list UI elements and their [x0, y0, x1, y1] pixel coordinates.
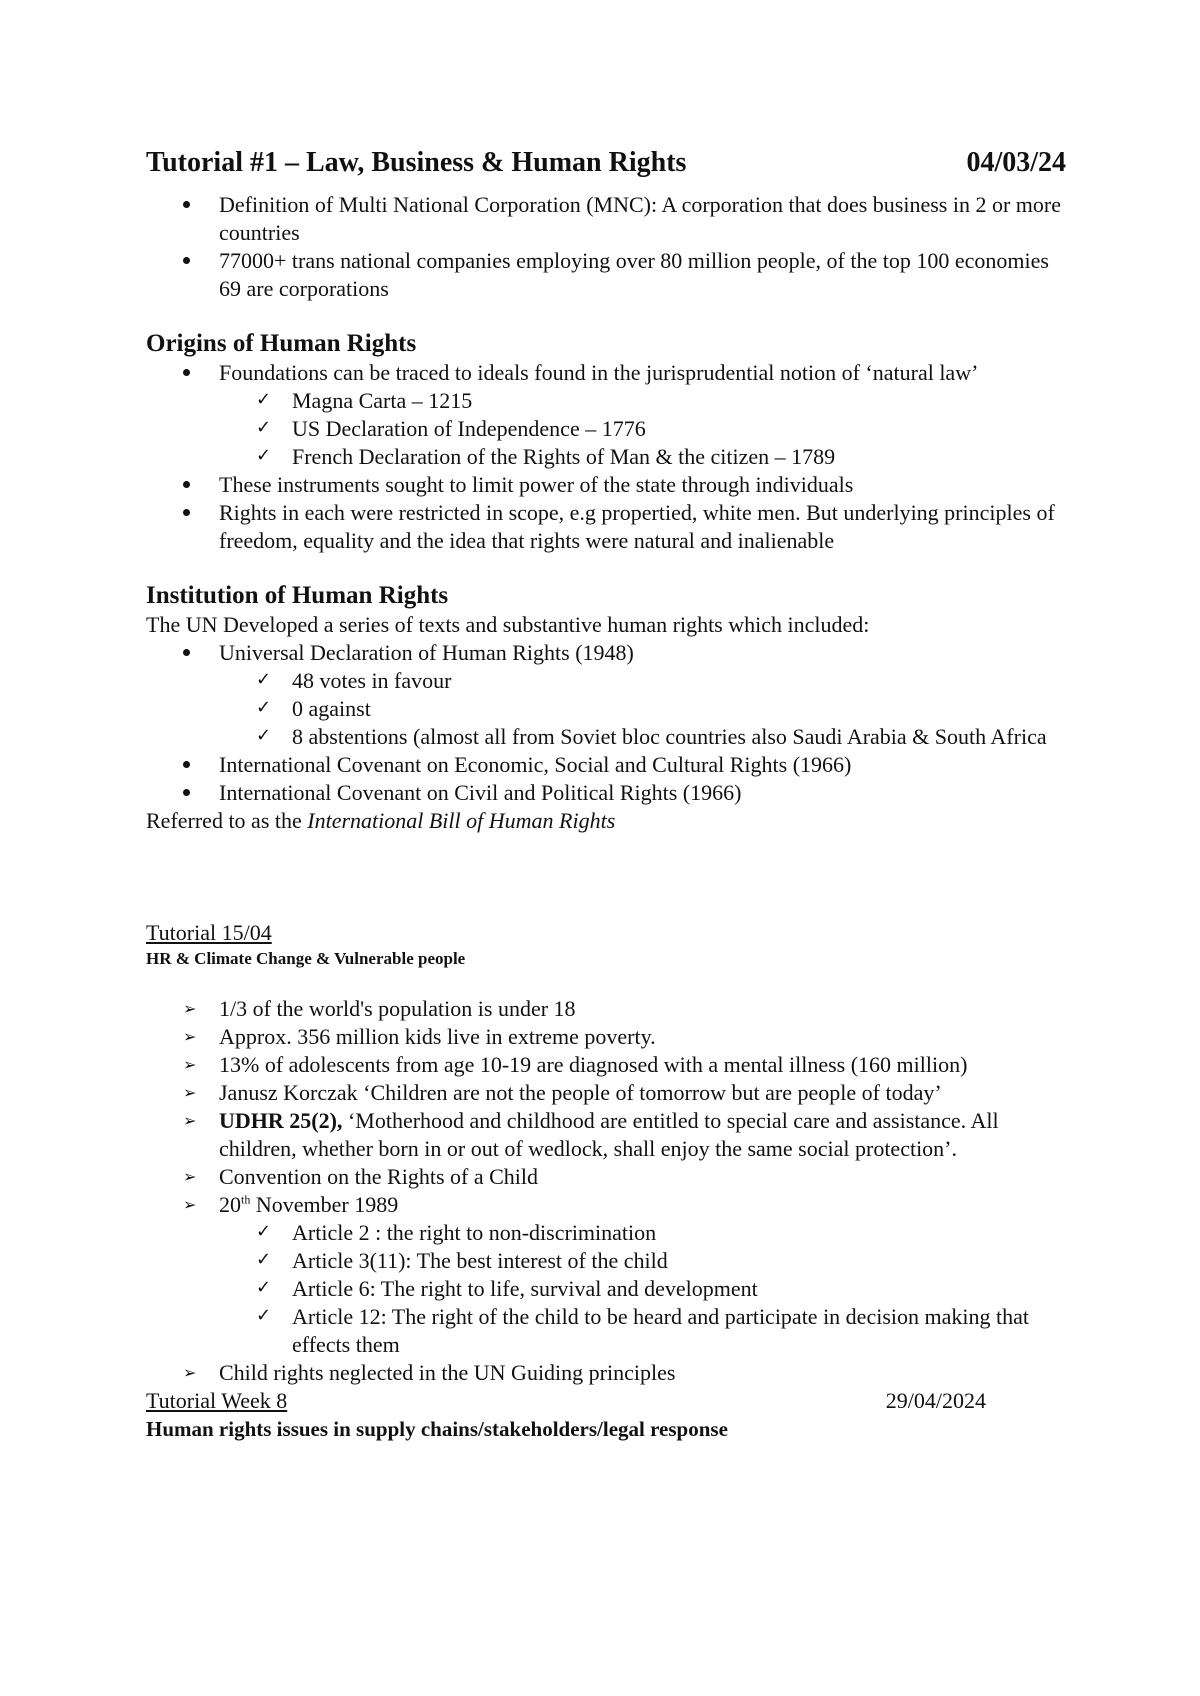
referred-note: Referred to as the International Bill of Human Rights: [146, 808, 616, 833]
checkmark-icon: ✓: [256, 417, 272, 438]
arrow-bullet-icon: ➢: [183, 1195, 197, 1214]
spacer: [146, 835, 1066, 919]
bullet-icon: [183, 191, 190, 208]
checkmark-icon: ✓: [256, 1249, 272, 1270]
section-heading-origins: Origins of Human Rights: [146, 330, 417, 357]
list-item: ➢ 20th November 1989: [183, 1192, 399, 1217]
title-date: 04/03/24: [966, 147, 1066, 178]
list-item: International Covenant on Civil and Political Rights (1966): [146, 779, 1066, 807]
bullet-icon: [183, 471, 190, 488]
document-content: [146, 146, 1066, 1443]
list-item: Definition of Multi National Corporation (MNC): A corporation that does business in 2 or more countries: [146, 191, 1066, 247]
checkmark-icon: ✓: [256, 1277, 272, 1298]
list-item: ➢ Convention on the Rights of a Child: [183, 1164, 538, 1189]
bullet-icon: [183, 359, 190, 376]
checkmark-icon: ✓: [256, 445, 272, 466]
bullet-icon: [183, 779, 190, 796]
bullet-icon: [183, 639, 190, 656]
list-item: ➢ Approx. 356 million kids live in extreme poverty.: [183, 1024, 656, 1049]
list-item: ➢ UDHR 25(2), ‘Motherhood and childhood are entitled to special care and assistance. All children, whether born in or out of wedlock, shall enjoy the same social protection’.: [183, 1108, 999, 1161]
list-item: ➢ 13% of adolescents from age 10-19 are diagnosed with a mental illness (160 million): [183, 1052, 968, 1077]
list-item: ✓ French Declaration of the Rights of Man & the citizen – 1789: [256, 444, 836, 469]
tutorial-3-date: 29/04/2024: [885, 1388, 986, 1413]
origins-list: [146, 359, 1066, 555]
spacer: [146, 971, 1066, 995]
intro-list: [146, 191, 1066, 303]
tutorial-3-row: [146, 1387, 986, 1415]
bill-title: International Bill of Human Rights: [307, 808, 616, 833]
arrow-bullet-icon: ➢: [183, 1167, 197, 1186]
list-item: International Covenant on Economic, Social and Cultural Rights (1966): [146, 751, 1066, 779]
list-item: Universal Declaration of Human Rights (1948): [146, 639, 1066, 667]
list-item: ✓ 8 abstentions (almost all from Soviet bloc countries also Saudi Arabia & South Africa: [256, 724, 1047, 749]
checkmark-icon: ✓: [256, 1221, 272, 1242]
arrow-bullet-icon: ➢: [183, 1083, 197, 1102]
tutorial-3-subtitle: Human rights issues in supply chains/stakeholders/legal response: [146, 1417, 728, 1441]
list-item: ✓ Article 12: The right of the child to be heard and participate in decision making that effects them: [256, 1304, 1029, 1357]
bullet-icon: [183, 751, 190, 768]
list-item: ✓ US Declaration of Independence – 1776: [256, 416, 646, 441]
list-item: ✓ 0 against: [256, 696, 371, 721]
checkmark-icon: ✓: [256, 669, 272, 690]
list-item: Rights in each were restricted in scope, e.g propertied, white men. But underlying principles of freedom, equality and the idea that rights were natural and inalienable: [146, 499, 1066, 555]
list-item: ✓ Article 6: The right to life, survival and development: [256, 1276, 758, 1301]
list-item: ✓ Magna Carta – 1215: [256, 388, 473, 413]
checkmark-icon: ✓: [256, 697, 272, 718]
bullet-icon: [183, 247, 190, 264]
checkmark-icon: ✓: [256, 389, 272, 410]
list-item: ✓ Article 2 : the right to non-discrimination: [256, 1220, 657, 1245]
tutorial-3-label: Tutorial Week 8: [146, 1388, 288, 1413]
arrow-bullet-icon: ➢: [183, 1111, 197, 1130]
checkmark-icon: ✓: [256, 1305, 272, 1326]
list-item: ➢ Child rights neglected in the UN Guiding principles: [183, 1360, 676, 1385]
bullet-icon: [183, 499, 190, 516]
tutorial-2-subtitle: HR & Climate Change & Vulnerable people: [146, 949, 466, 968]
list-item: Foundations can be traced to ideals found in the jurisprudential notion of ‘natural law’: [146, 359, 1066, 387]
arrow-bullet-icon: ➢: [183, 1027, 197, 1046]
arrow-bullet-icon: ➢: [183, 1055, 197, 1074]
checkmark-icon: ✓: [256, 725, 272, 746]
arrow-bullet-icon: ➢: [183, 999, 197, 1018]
list-item: ✓ Article 3(11): The best interest of the child: [256, 1248, 668, 1273]
arrow-bullet-icon: ➢: [183, 1363, 197, 1382]
institution-list: [146, 639, 1066, 807]
institution-intro: The UN Developed a series of texts and substantive human rights which included:: [146, 612, 870, 637]
section-heading-institution: Institution of Human Rights: [146, 582, 449, 609]
page-title: Tutorial #1 – Law, Business & Human Rights: [146, 147, 687, 178]
tutorial-2-list: [146, 995, 1066, 1387]
list-item: ➢ Janusz Korczak ‘Children are not the people of tomorrow but are people of today’: [183, 1080, 942, 1105]
title-row: [146, 146, 1066, 180]
list-item: These instruments sought to limit power of the state through individuals: [146, 471, 1066, 499]
tutorial-2-label: Tutorial 15/04: [146, 920, 272, 945]
udhr-reference: UDHR 25(2),: [219, 1108, 343, 1133]
list-item: 77000+ trans national companies employing over 80 million people, of the top 100 economies 69 are corporations: [146, 247, 1066, 303]
list-item: ➢ 1/3 of the world's population is under 18: [183, 996, 576, 1021]
list-item: ✓ 48 votes in favour: [256, 668, 452, 693]
